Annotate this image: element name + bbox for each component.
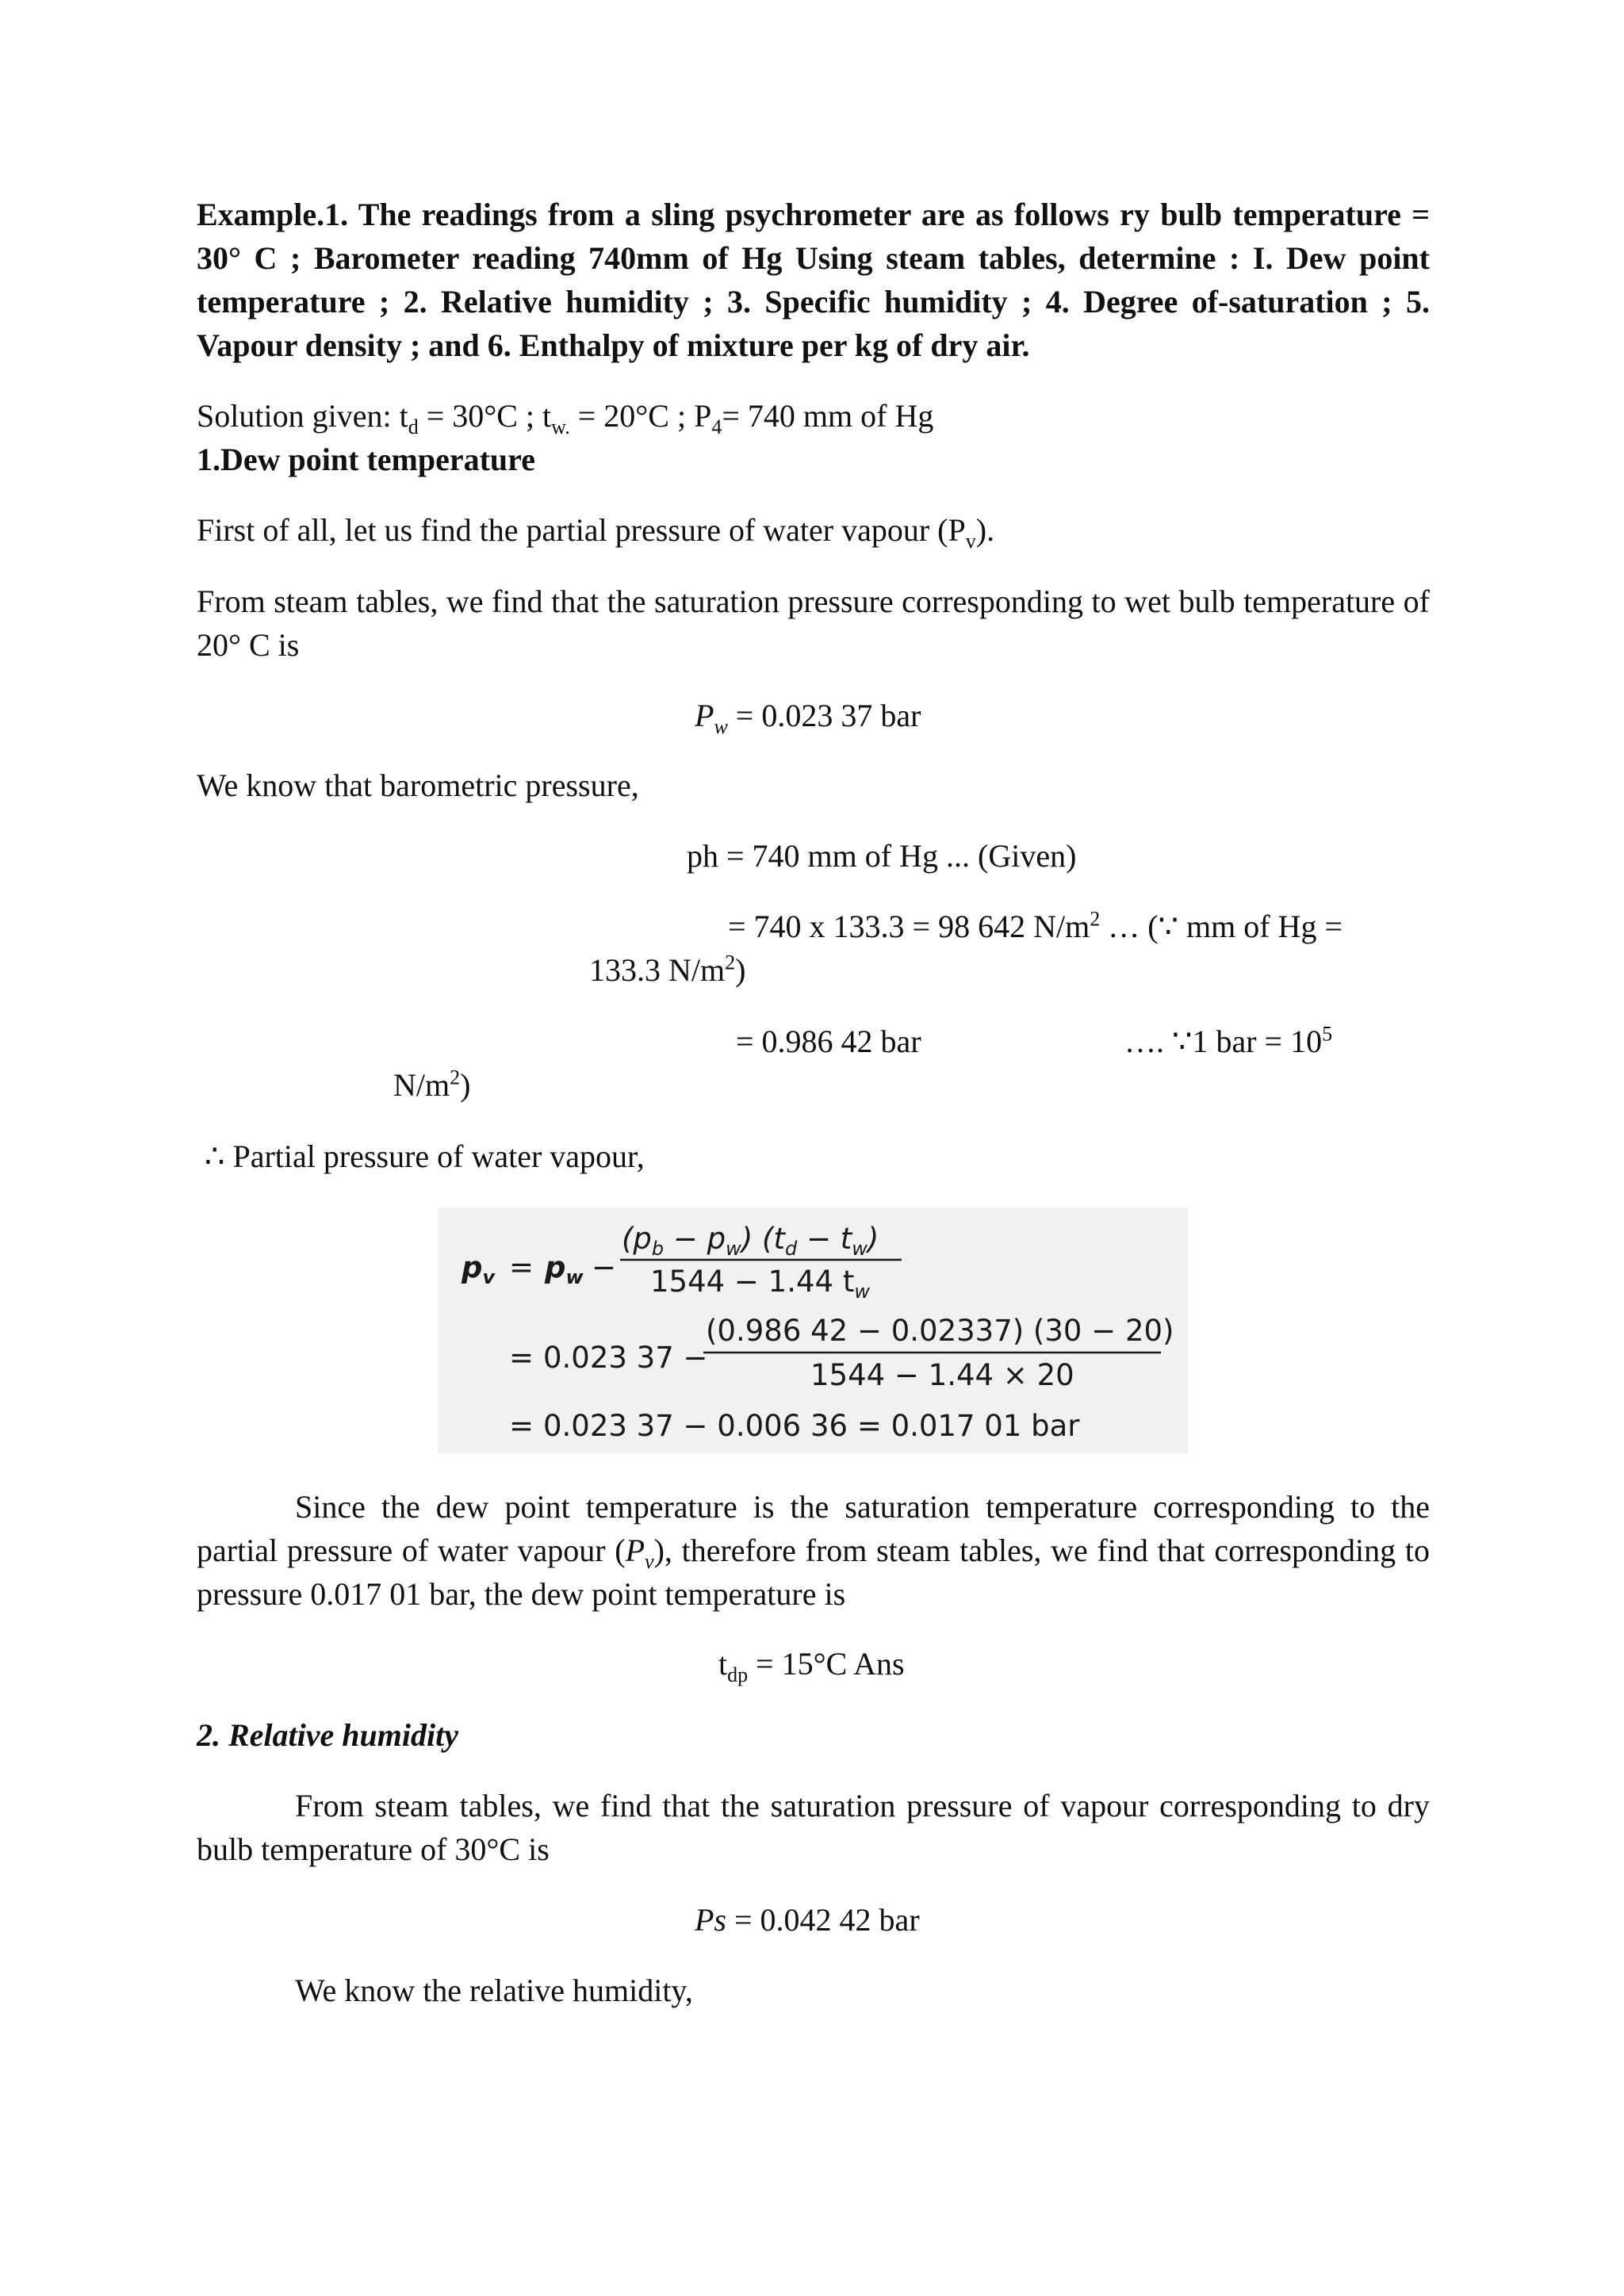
formula-minus-1: − [592, 1250, 617, 1284]
pb-equation-1: ph = 740 mm of Hg ... (Given) [687, 838, 1077, 874]
formula-equals-3: = [509, 1409, 534, 1443]
pb-equation-3: = 0.986 42 bar [736, 1024, 921, 1059]
dew-point-paragraph: Since the dew point temperature is the saturation temperature corresponding to the partial pressure of water vapour $(P_v)$, therefore from steam tables, we find that corresponding to pressure 0.017 01 bar, the dew point temperature is [197, 1489, 1430, 1612]
partial-pressure-intro: First of all, let us find the partial pressure of water vapour $(P_v)$. [197, 512, 995, 553]
formula-numerator-2: (0.986 42 − 0.02337) (30 − 20) [706, 1314, 1174, 1348]
formula-denominator-1: 1544 − 1.44 $t_w$ [650, 1265, 870, 1303]
ps-equation: Ps = 0.042 42 bar [695, 1902, 920, 1938]
formula-denominator-2: 1544 − 1.44 × 20 [810, 1358, 1074, 1392]
tdp-equation: $t_{dp} = 15^\circ C$ Ans [718, 1646, 905, 1686]
formula-equals-1: = [509, 1250, 534, 1284]
partial-pressure-label: ∴ Partial pressure of water vapour, [205, 1138, 645, 1174]
formula-equals-2: = [509, 1341, 534, 1375]
pb-equation-2: = 740 x 133.3 = 98 642 $N/m^2$ … (∵ mm of Hg = [728, 907, 1342, 944]
steam-tables-paragraph: From steam tables, we find that the saturation pressure corresponding to wet bulb temperature of 20° C is [197, 584, 1430, 663]
pb-equation-2-cont: 133.3 $N/m^2$) [589, 951, 746, 988]
formula-pw-symbol: $p_w$ [545, 1250, 584, 1288]
example-heading: Example.1. The readings from a sling psychrometer are as follows ry bulb temperature = 30° C ; Barometer reading 740mm of Hg Using steam tables, determine : I. Dew point temperature ; 2. Relative humidity ; 3. Specific humidity ; 4. Degree of-saturation ; 5. Vapour density ; and 6. Enthalpy of mixture per kg of dry air. [197, 197, 1430, 363]
formula-numerator-1: $(p_b - p_w) (t_d - t_w)$ [622, 1222, 879, 1260]
formula-line2-value: 0.023 37 − [543, 1341, 708, 1375]
relative-humidity-paragraph: From steam tables, we find that the saturation pressure of vapour corresponding to dry bulb temperature of 30°C is [197, 1788, 1430, 1867]
formula-line3-value: 0.023 37 − 0.006 36 = 0.017 01 bar [543, 1409, 1080, 1443]
pb-equation-3-cont: $N/m^2$) [393, 1066, 471, 1103]
section-2-title: 2. Relative humidity [197, 1717, 458, 1753]
formula-pv-symbol: $p_v$ [462, 1250, 496, 1288]
partial-pressure-formula-image [438, 1207, 1188, 1453]
pb-equation-3-note: …. ∵1 bar = $10^5$ [1124, 1022, 1333, 1059]
relative-humidity-intro: We know the relative humidity, [295, 1973, 693, 2008]
section-1-title: 1.Dew point temperature [197, 442, 535, 477]
barometric-intro: We know that barometric pressure, [197, 767, 639, 803]
given-values: Solution given: $t_d = 30^\circ C$ ; $t_{w.} = 20^\circ C$ ; $P_4= 740$ mm of Hg [197, 398, 934, 438]
pw-equation: $P_w = 0.023$ 37 bar [695, 698, 921, 738]
